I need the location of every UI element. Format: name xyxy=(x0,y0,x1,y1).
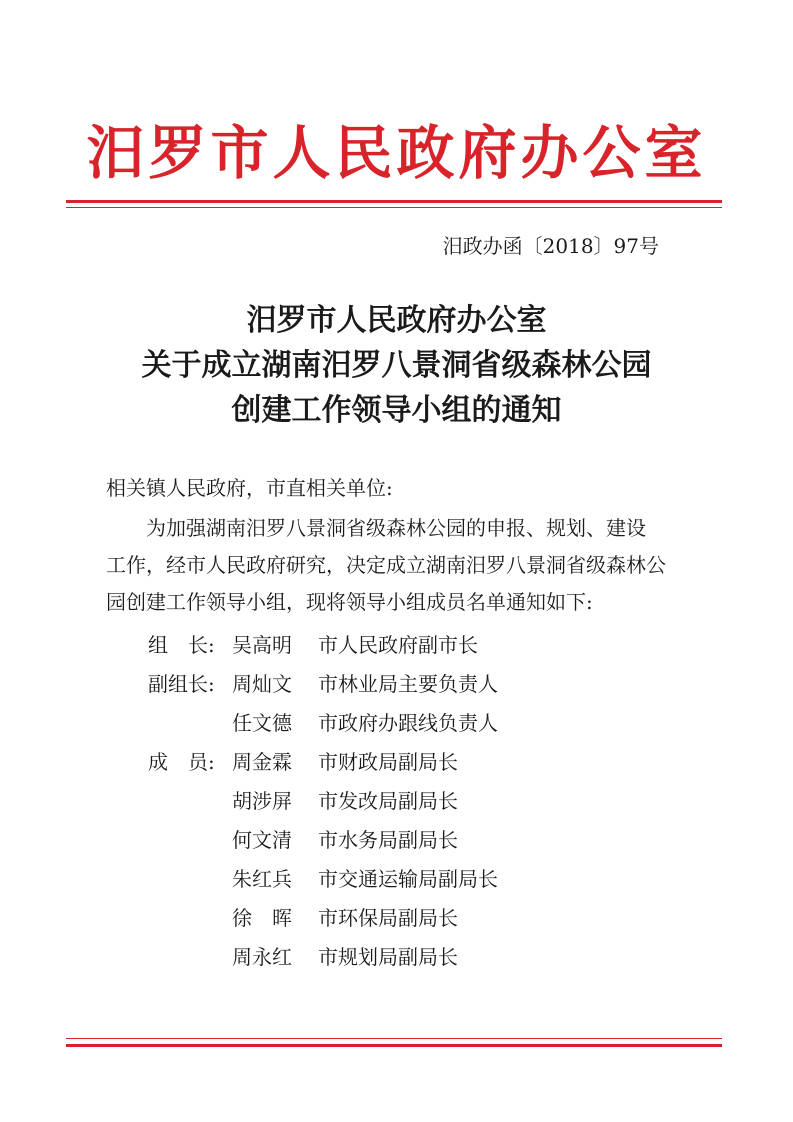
body-paragraph xyxy=(106,510,696,621)
roster-name: 朱红兵 xyxy=(232,867,292,891)
roster-title: 市人民政府副市长 xyxy=(318,633,478,657)
roster-title: 市规划局副局长 xyxy=(318,945,458,969)
roster-name: 周永红 xyxy=(232,945,292,969)
roster-role: 副组长: xyxy=(148,672,215,696)
roster-name: 何文清 xyxy=(232,828,292,852)
title-line: 关于成立湖南汨罗八景洞省级森林公园 xyxy=(141,348,652,383)
roster-name: 吴高明 xyxy=(232,633,292,657)
roster-title: 市林业局主要负责人 xyxy=(318,672,498,696)
paragraph-line: 园创建工作领导小组，现将领导小组成员名单通知如下: xyxy=(106,590,593,614)
issuing-office-header: 汨罗市人民政府办公室 xyxy=(86,119,707,187)
roster-title: 市交通运输局副局长 xyxy=(318,867,498,891)
title-line: 创建工作领导小组的通知 xyxy=(231,393,562,428)
roster-name: 周灿文 xyxy=(232,672,292,696)
document-number: 汨政办函〔2018〕97号 xyxy=(442,234,659,258)
roster-title: 市财政局副局长 xyxy=(318,750,458,774)
roster-name: 徐 晖 xyxy=(232,906,292,930)
header-rule-thick xyxy=(66,200,722,203)
title-line: 汨罗市人民政府办公室 xyxy=(246,303,547,338)
footer-rule-thick xyxy=(66,1044,722,1047)
salutation: 相关镇人民政府，市直相关单位: xyxy=(106,476,393,500)
roster-title: 市发改局副局长 xyxy=(318,789,458,813)
roster-role: 成 员: xyxy=(148,750,215,774)
roster-name: 周金霖 xyxy=(232,750,292,774)
header-rule-thin xyxy=(66,207,722,208)
paragraph-line: 为加强湖南汨罗八景洞省级森林公园的申报、规划、建设 xyxy=(146,516,646,540)
roster-title: 市政府办跟线负责人 xyxy=(318,711,498,735)
roster-role: 组 长: xyxy=(148,633,215,657)
roster-title: 市水务局副局长 xyxy=(318,828,458,852)
notice-title xyxy=(0,298,793,433)
footer-rule-thin xyxy=(66,1038,722,1039)
paragraph-line: 工作，经市人民政府研究，决定成立湖南汨罗八景洞省级森林公 xyxy=(106,553,666,577)
roster-name: 胡涉屏 xyxy=(232,789,292,813)
roster-title: 市环保局副局长 xyxy=(318,906,458,930)
roster-name: 任文德 xyxy=(232,711,292,735)
